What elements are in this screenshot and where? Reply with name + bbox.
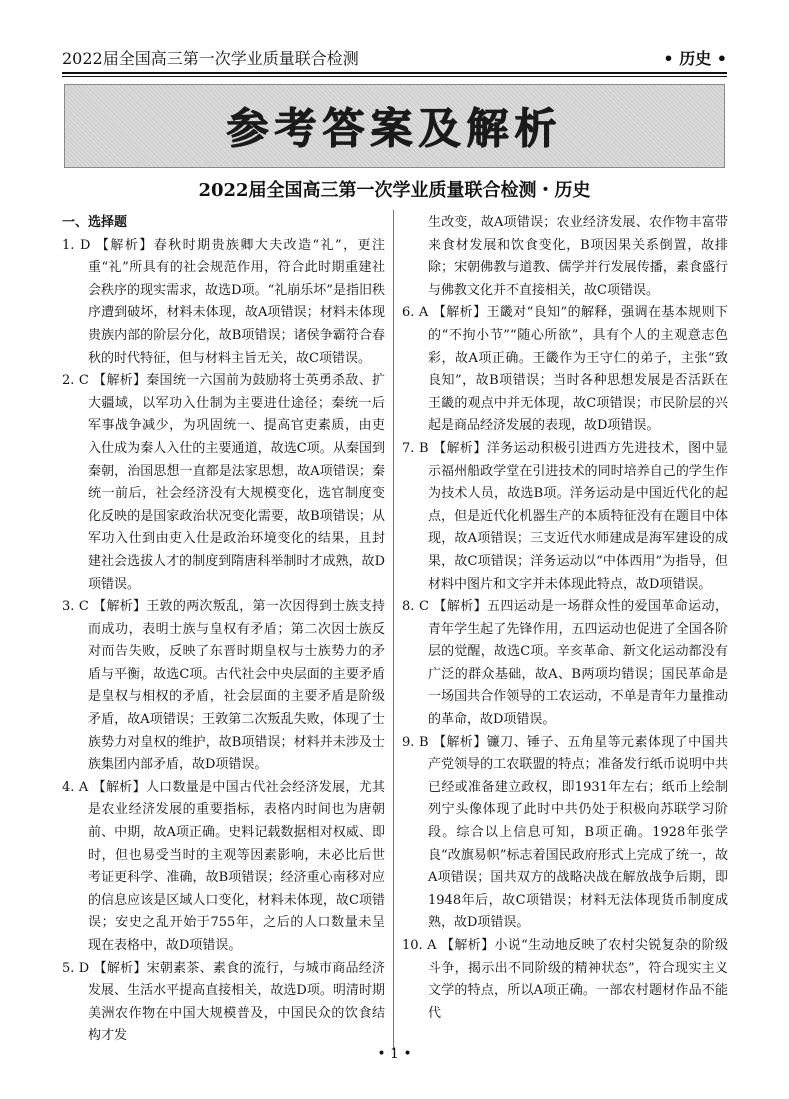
answer-item-10: 10. A 【解析】小说“生动地反映了农村尖锐复杂的阶级斗争，揭示出不同阶级的精神状态”，符合现实主义文学的特点，所以A项正确。一部农村题材作品不能代: [402, 938, 728, 1021]
left-column: [62, 212, 385, 1048]
answer-item-1: 1. D 【解析】春秋时期贵族卿大夫改造“礼”，更注重“礼”所具有的社会规范作用，符合此时期重建社会秩序的现实需求，故选D项。“礼崩乐坏”是指旧秩序遭到破坏，材料未体现，故A项错误；材料未体现贵族内部的阶层分化，故B项错误；诸侯争霸符合春秋的时代特征，但与材料主旨无关，故C项错误。: [62, 237, 385, 366]
answer-item-9: 9. B 【解析】镰刀、锤子、五角星等元素体现了中国共产党领导的工农联盟的特点；准备发行纸币说明中共已经或准备建立政权，即1931年左右；纸币上绘制列宁头像体现了此时中共仍处于积极向苏联学习阶段。综合以上信息可知，B项正确。1928年张学良“改旗易帜”标志着国民政府形式上完成了统一，故A项错误；国共双方的战略决战在解放战争后期，即1948年后，故C项错误；材料无法体现货币制度成熟，故D项错误。: [402, 734, 728, 931]
right-column: [402, 212, 728, 1025]
header-rule-thin: [62, 76, 727, 77]
document-title: 2022届全国高三第一次学业质量联合检测・历史: [198, 180, 591, 201]
answer-item-5-continued: 生改变，故A项错误；农业经济发展、农作物丰富带来食材发展和饮食变化，B项因果关系倒置，故排除；宋朝佛教与道教、儒学并行发展传播，素食盛行与佛教文化并不直接相关，故C项错误。: [428, 215, 728, 298]
answer-item-3: 3. C 【解析】王敦的两次叛乱，第一次因得到士族支持而成功，表明士族与皇权有矛盾；第二次因士族反对而告失败，反映了东晋时期皇权与士族势力的矛盾与平衡，故选C项。古代社会中央层面的主要矛盾是皇权与相权的矛盾，社会层面的主要矛盾是阶级矛盾，故A项错误；王敦第二次叛乱失败，体现了士族势力对皇权的维护，故B项错误；材料并未涉及士族集团内部矛盾，故D项错误。: [62, 599, 385, 773]
section-heading: 一、选择题: [62, 215, 128, 230]
header-subject: • 历史 •: [663, 49, 727, 68]
page-header: [62, 40, 727, 70]
answer-item-6: 6. A 【解析】王畿对“良知”的解释，强调在基本规则下的“不拘小节”“随心所欲”，具有个人的主观意志色彩，故A项正确。王畿作为王守仁的弟子，主张“致良知”，故B项错误；当时各种思想发展是否活跃在王畿的观点中并无体现，故C项错误；市民阶层的兴起是商品经济发展的表现，故D项错误。: [402, 305, 728, 434]
answer-item-4: 4. A 【解析】人口数量是中国古代社会经济发展，尤其是农业经济发展的重要指标，表格内时间也为唐朝前、中期，故A项正确。史料记载数据相对权威、即时，但也易受当时的主观等因素影响，未必比后世考证更科学、准确，故B项错误；经济重心南移对应的信息应该是区域人口变化，材料未体现，故C项错误；安史之乱开始于755年，之后的人口数量未呈现在表格中，故D项错误。: [62, 779, 385, 953]
column-divider: [393, 210, 394, 1050]
page-number: • 1 •: [377, 1046, 412, 1062]
banner-title: 参考答案及解析: [226, 104, 563, 153]
answer-item-8: 8. C 【解析】五四运动是一场群众性的爱国革命运动，青年学生起了先锋作用，五四运动也促进了全国各阶层的觉醒，故选C项。辛亥革命、新文化运动都没有广泛的群众基础，故A、B两项均错误；国民革命是一场国共合作领导的工农运动，不单是青年力量推动的革命，故D项错误。: [402, 599, 728, 728]
header-rule-thick: [62, 72, 727, 74]
answer-item-7: 7. B 【解析】洋务运动积极引进西方先进技术，图中显示福州船政学堂在引进技术的同时培养自己的学生作为技术人员，故选B项。洋务运动是中国近代化的起点，但是近代化机器生产的本质特征没有在题目中体现，故A项错误；三支近代水师建成是海军建设的成果，故C项错误；洋务运动以“中体西用”为指导，但材料中图片和文字并未体现此特点，故D项错误。: [402, 440, 728, 592]
answer-item-5: 5. D 【解析】宋朝素茶、素食的流行，与城市商品经济发展、生活水平提高直接相关，故选D项。明清时期美洲农作物在中国大规模普及，中国民众的饮食结构才发: [62, 960, 385, 1044]
answer-item-2: 2. C 【解析】秦国统一六国前为鼓励将士英勇杀敌、扩大疆域，以军功入仕制为主要进仕途径；秦统一后军事战争减少，为巩固统一、提高官吏素质，由吏入仕成为秦人入仕的主要通道，故选C项。从秦国到秦朝，治国思想一直都是法家思想，故A项错误；秦统一前后，社会经济没有大规模变化，选官制度变化反映的是国家政治状况变化需要，故B项错误；从军功入仕到由吏入仕是政治环境变化的结果，且封建社会选拔人才的制度到隋唐科举制时才成熟，故D项错误。: [62, 373, 385, 592]
title-banner: [64, 84, 725, 168]
header-exam-name: 2022届全国高三第一次学业质量联合检测: [62, 49, 359, 68]
